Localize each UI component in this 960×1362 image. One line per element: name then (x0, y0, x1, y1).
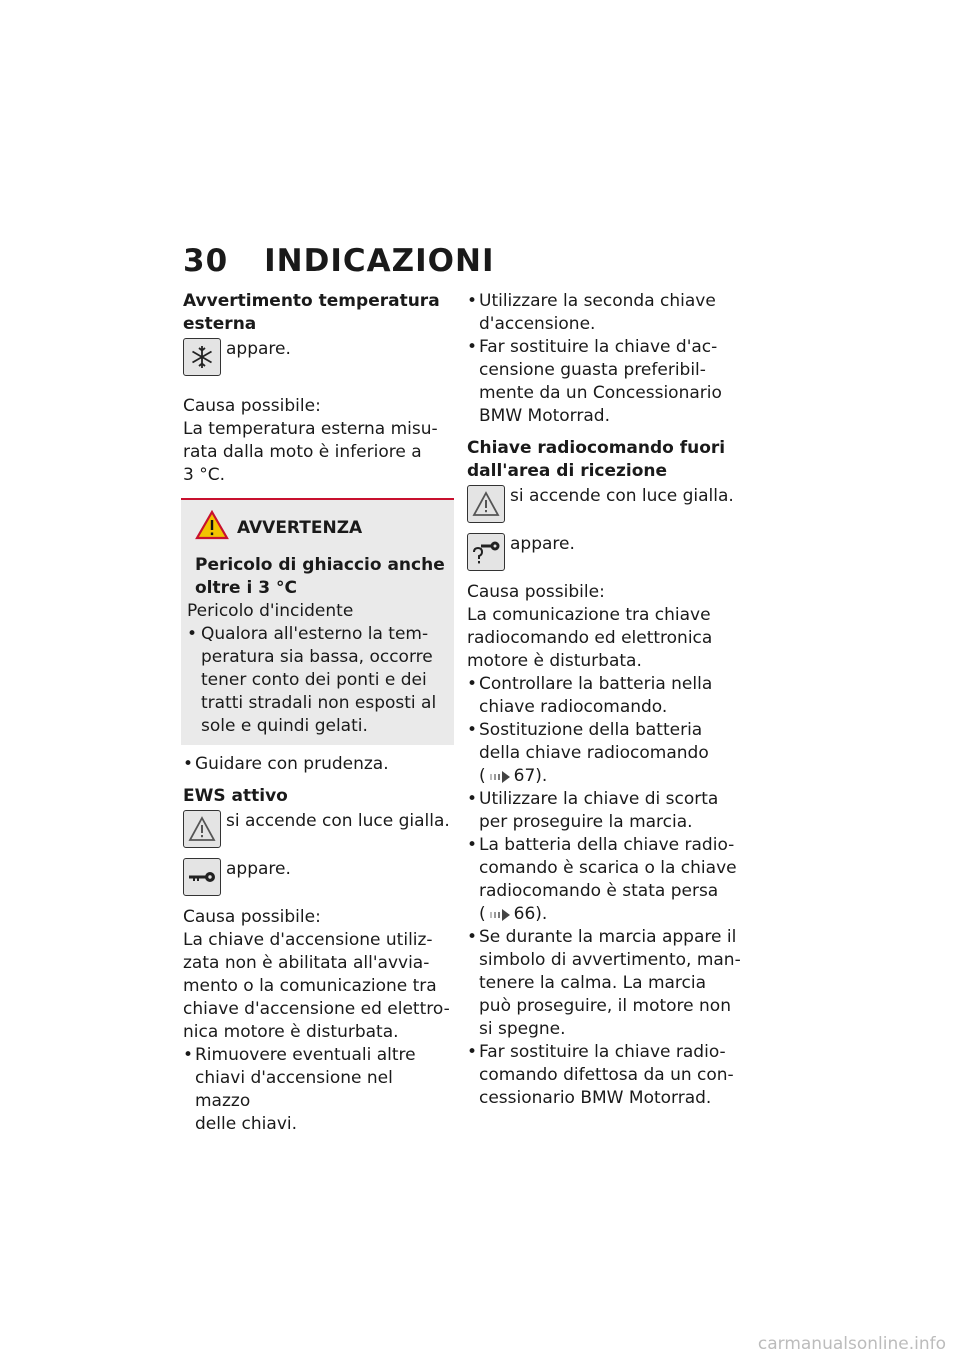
line: tenere la calma. La marcia (479, 973, 707, 993)
title-line: dall'area di ricezione (467, 461, 668, 481)
line: BMW Motorrad. (479, 406, 610, 426)
icon-row-key (183, 858, 451, 896)
icon-row-key-question (467, 533, 742, 571)
line: comando difettosa da un con- (479, 1065, 734, 1085)
cause-label: Causa possibile: (467, 582, 605, 602)
warning-subtitle: Pericolo d'incidente (187, 601, 354, 621)
icon-row-general-warning (183, 810, 451, 848)
key-icon (183, 858, 221, 896)
page-header (183, 243, 494, 279)
line: tener conto dei ponti e dei (201, 670, 427, 690)
list-item (467, 834, 742, 926)
page-title: INDICAZIONI (264, 243, 495, 279)
icon-caption: appare. (510, 534, 575, 554)
list-item: • Guidare con prudenza. (183, 753, 451, 776)
list-item (183, 1044, 451, 1136)
cause-line: 3 °C. (183, 465, 225, 485)
list-item (467, 788, 742, 834)
line: censione guasta preferibil- (479, 360, 706, 380)
page-reference-link[interactable]: ( 66). (479, 904, 548, 924)
arrow-right-icon (489, 909, 511, 921)
warning-triangle-icon (195, 510, 229, 545)
list-item (467, 1041, 742, 1110)
line: della chiave radiocomando (479, 743, 709, 763)
cause-line: zata non è abilitata all'avvia- (183, 953, 430, 973)
warning-list (187, 623, 448, 738)
reference-page: 67). (513, 766, 548, 786)
line: tratti stradali non esposti al (201, 693, 437, 713)
list-item (467, 290, 742, 336)
ews-list-continued (467, 290, 742, 428)
line: radiocomando è stata persa (479, 881, 719, 901)
cause-line: La chiave d'accensione utiliz- (183, 930, 433, 950)
arrow-right-icon (489, 771, 511, 783)
page-number: 30 (183, 243, 229, 279)
right-column (467, 290, 742, 1110)
line: La batteria della chiave radio- (479, 835, 735, 855)
title-line: Avvertimento temperatura (183, 291, 440, 311)
line: Qualora all'esterno la tem- (201, 624, 429, 644)
section-title-ews: EWS attivo (183, 786, 288, 806)
key-question-icon (467, 533, 505, 571)
line: Sostituzione della batteria (479, 720, 703, 740)
line: chiavi d'accensione nel mazzo (195, 1068, 393, 1111)
line: Rimuovere eventuali altre (195, 1045, 416, 1065)
section-title-temperature (183, 290, 451, 336)
watermark: carmanualsonline.info (757, 1334, 946, 1354)
cause-line: chiave d'accensione ed elettro- (183, 999, 450, 1019)
line: comando è scarica o la chiave (479, 858, 737, 878)
cause-line: motore è disturbata. (467, 651, 642, 671)
line: d'accensione. (479, 314, 596, 334)
icon-caption: si accende con luce gialla. (510, 486, 734, 506)
title-line: Chiave radiocomando fuori (467, 438, 726, 458)
left-column (183, 290, 451, 1136)
page-reference-link[interactable]: ( 67). (479, 766, 548, 786)
general-warning-icon (467, 485, 505, 523)
line: può proseguire, il motore non (479, 996, 731, 1016)
line: chiave radiocomando. (479, 697, 668, 717)
cause-line: radiocomando ed elettronica (467, 628, 713, 648)
list-item (187, 623, 448, 738)
warning-box (181, 498, 454, 745)
line: cessionario BMW Motorrad. (479, 1088, 712, 1108)
remote-key-list (467, 673, 742, 1110)
line: Se durante la marcia appare il (479, 927, 737, 947)
action-list (183, 753, 451, 776)
warning-label: AVVERTENZA (237, 517, 363, 538)
cause-line: rata dalla moto è inferiore a (183, 442, 422, 462)
warning-title-line2: oltre i 3 °C (195, 578, 297, 598)
section-title-remote-key (467, 437, 742, 483)
ews-list (183, 1044, 451, 1136)
line: simbolo di avvertimento, man- (479, 950, 741, 970)
cause-label: Causa possibile: (183, 907, 321, 927)
line: si spegne. (479, 1019, 566, 1039)
list-item (467, 673, 742, 719)
list-item (467, 719, 742, 788)
cause-label: Causa possibile: (183, 396, 321, 416)
line: Controllare la batteria nella (479, 674, 713, 694)
snowflake-icon (183, 338, 221, 376)
icon-row-general-warning (467, 485, 742, 523)
cause-line: nica motore è disturbata. (183, 1022, 399, 1042)
line: Far sostituire la chiave radio- (479, 1042, 726, 1062)
line: delle chiavi. (195, 1114, 298, 1134)
line: mente da un Concessionario (479, 383, 722, 403)
cause-line: La comunicazione tra chiave (467, 605, 711, 625)
title-line: esterna (183, 314, 257, 334)
line: Utilizzare la chiave di scorta (479, 789, 719, 809)
line: per proseguire la marcia. (479, 812, 693, 832)
list-item (467, 926, 742, 1041)
warning-header (195, 510, 448, 545)
general-warning-icon (183, 810, 221, 848)
list-item (467, 336, 742, 428)
line: Utilizzare la seconda chiave (479, 291, 716, 311)
icon-caption: appare. (226, 859, 291, 879)
warning-title (187, 554, 448, 577)
cause-line: La temperatura esterna misu- (183, 419, 438, 439)
icon-caption: appare. (226, 339, 291, 359)
icon-row-frost (183, 338, 451, 376)
line: peratura sia bassa, occorre (201, 647, 433, 667)
line: sole e quindi gelati. (201, 716, 368, 736)
title-line: Pericolo di ghiaccio anche (195, 555, 445, 575)
line: Far sostituire la chiave d'ac- (479, 337, 718, 357)
icon-caption: si accende con luce gialla. (226, 811, 450, 831)
cause-line: mento o la comunicazione tra (183, 976, 437, 996)
reference-page: 66). (513, 904, 548, 924)
